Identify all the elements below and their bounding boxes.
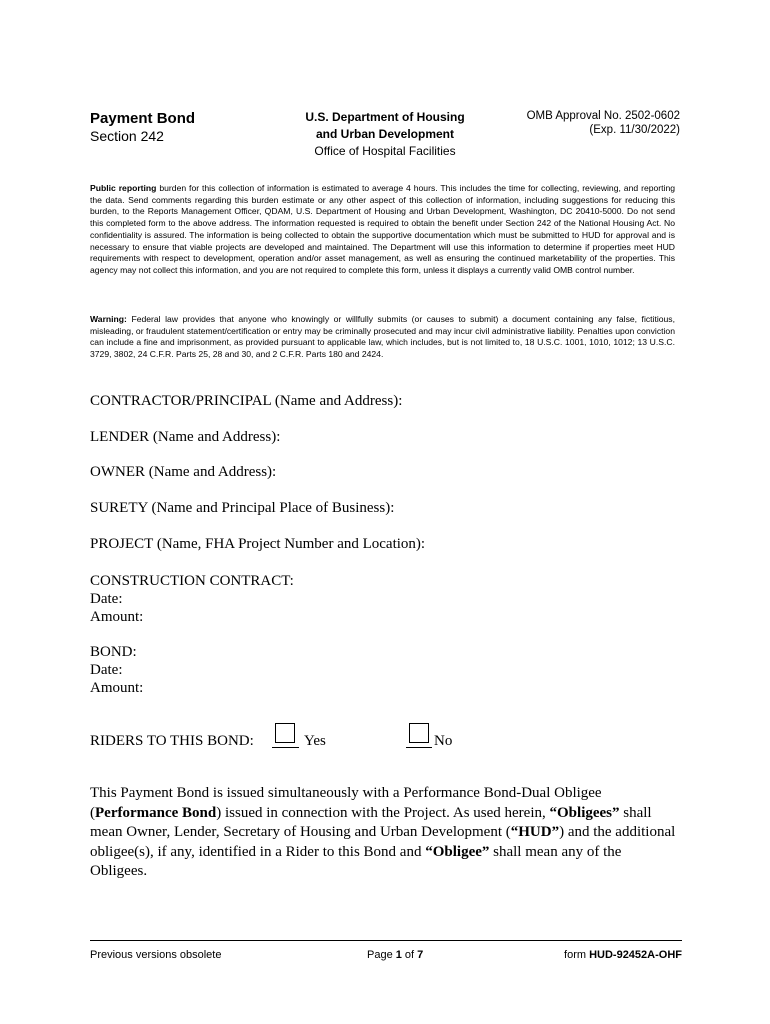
agency-block	[280, 109, 490, 160]
construction-contract-amount-label: Amount:	[90, 609, 144, 625]
body-text-g: ) and the additional obligee(s), if any, identified in a Rider to this Bond and	[90, 824, 676, 860]
yes-box[interactable]	[275, 723, 295, 743]
riders-yes-checkbox[interactable]	[272, 723, 299, 753]
bond-intro-paragraph	[90, 784, 682, 882]
body-term-obligee: “Obligee”	[425, 843, 490, 860]
body-term-obligees: “Obligees”	[549, 804, 620, 821]
body-term-performance-bond: Performance Bond	[95, 804, 217, 821]
office-name: Office of Hospital Facilities	[314, 144, 456, 158]
page-current: 1	[395, 949, 402, 961]
riders-no-label: No	[434, 733, 453, 749]
yes-line	[272, 723, 299, 748]
page-mid: of	[401, 949, 418, 961]
construction-contract-date-label: Date:	[90, 591, 123, 607]
surety-label: SURETY (Name and Principal Place of Business):	[90, 500, 395, 516]
body-text-a: This Payment Bond is issued simultaneously with a Performance Bond-Dual Obligee (	[90, 785, 602, 821]
riders-label: RIDERS TO THIS BOND:	[90, 733, 254, 749]
form-number: HUD-92452A-OHF	[589, 949, 682, 961]
bond-amount-label: Amount:	[90, 680, 144, 696]
page-total: 7	[417, 949, 424, 961]
burden-lead: Public reporting	[90, 183, 157, 193]
construction-contract-label: CONSTRUCTION CONTRACT:	[90, 573, 294, 589]
page-prefix: Page	[367, 949, 396, 961]
agency-line-1: U.S. Department of Housing	[305, 110, 465, 124]
body-term-hud: “HUD”	[510, 824, 560, 840]
body-text-c: ) issued in connection with the Project. As used herein,	[216, 804, 550, 821]
bond-date-label: Date:	[90, 662, 123, 678]
riders-no-checkbox[interactable]	[406, 723, 432, 753]
no-line	[406, 723, 432, 748]
footer-page-number	[367, 949, 423, 961]
contractor-label: CONTRACTOR/PRINCIPAL (Name and Address):	[90, 393, 403, 409]
bond-block	[90, 643, 143, 697]
warning-lead: Warning:	[90, 314, 127, 324]
omb-expiration: (Exp. 11/30/2022)	[589, 124, 680, 136]
owner-label: OWNER (Name and Address):	[90, 464, 277, 480]
no-box[interactable]	[409, 723, 429, 743]
construction-contract-block	[90, 572, 294, 626]
footer-form-id	[564, 949, 682, 961]
omb-approval: OMB Approval No. 2502-0602	[526, 110, 680, 122]
footer-obsolete: Previous versions obsolete	[90, 949, 222, 961]
omb-block	[470, 109, 680, 137]
warning-text: Federal law provides that anyone who knowingly or willfully submits (or causes to submit) a document containing any false, fictitious, misleading, or fraudulent statement/certification or entry may be criminally prosecuted and may incur civil administrative liability. Penalties upon conviction can include a fine and imprisonment, as provided pursuant to applicable law, which includes, but is not limited to, 18 U.S.C. 1001, 1010, 1012; 13 U.S.C. 3729, 3802, 24 C.F.R. Parts 25, 28 and 30, and 2 C.F.R. Parts 180 and 2424.	[90, 314, 675, 360]
body-text-i: shall mean any of the Obligees.	[90, 843, 622, 879]
bond-label: BOND:	[90, 644, 137, 660]
burden-text: burden for this collection of information is estimated to average 4 hours. This includes the time for collecting, reviewing, and reporting the data. Send comments regarding this burden estimate or any other aspect of this collection of information, including suggestions for reducing this burden, to the Reports Management Officer, QDAM, U.S. Department of Housing and Urban Development, Washington, DC 20410-5000. Do not send this completed form to the above address. The information requested is required to obtain the benefit under Section 242 of the National Housing Act. No confidentiality is assured. The information is being collected to obtain the supportive documentation which must be submitted to HUD for approval and is necessary to ensure that viable projects are developed and maintained. The Department will use this information to determine if properties meet HUD requirements with respect to development, operation and/or asset management, as well as ensuring the continued marketability of the properties. This agency may not collect this information, and you are not required to complete this form, unless it displays a currently valid OMB control number.	[90, 183, 675, 275]
form-title: Payment Bond	[90, 110, 196, 127]
body-text-e: shall mean Owner, Lender, Secretary of Housing and Urban Development (	[90, 804, 652, 840]
footer-divider	[90, 940, 682, 941]
lender-label: LENDER (Name and Address):	[90, 429, 281, 445]
project-label: PROJECT (Name, FHA Project Number and Location):	[90, 536, 426, 552]
form-prefix: form	[564, 949, 590, 961]
agency-line-2: and Urban Development	[315, 127, 455, 141]
burden-statement	[90, 183, 675, 277]
warning-statement	[90, 314, 675, 361]
form-section: Section 242	[90, 128, 164, 144]
riders-yes-label: Yes	[304, 733, 326, 749]
